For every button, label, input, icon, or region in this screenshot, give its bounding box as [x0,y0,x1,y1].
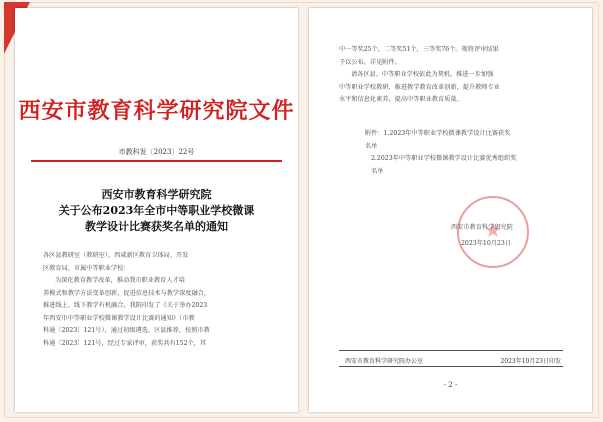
masthead-title: 西安市教育科学研究院文件 [18,98,295,124]
body-line: 推进线上、线下教学有机融合，我院印发了《关于举办2023 [43,302,208,309]
footer-rule-top [339,350,563,351]
body-line: 水平和信息化素养，提高中等职业教育质量。 [339,96,463,103]
document-page-1 [15,8,298,412]
document-number: 市教科发〔2023〕22号 [118,148,195,156]
attachment-line: 名单 [365,142,378,150]
body-line: 请各区县、中等职业学校依此为契机，推进一步加强 [351,71,494,78]
body-line: 年西安市中等职业学校微课教学设计比赛的通知》（市教 [43,314,195,322]
attachment-line: 名单 [371,167,384,175]
body-line: 中等职业学校教研，推进教学教育改革创新，提升教师专业 [339,83,500,91]
body-line: 为深化教育教学改革，推动我市职业教育人才培 [55,277,185,284]
footer-print-date: 2023年10月23日印发 [500,358,561,365]
notice-title-line-1: 西安市教育科学研究院 [101,188,212,201]
signature-org: 西安市教育科学研究院 [451,224,513,231]
footer-rule-bottom [339,366,563,367]
body-line: 科通〔2023〕121号），通过初级遴选、区县推荐，按照市教 [43,327,210,334]
notice-title-line-3: 教学设计比赛获奖名单的通知 [85,220,228,233]
body-line: 各区县教研室（教研室），西咸新区教育卫体局、开发 [43,252,189,259]
body-line: 予以公布，详见附件。 [339,58,401,66]
notice-body [43,250,271,350]
footer-issuer: 西安市教育科学研究院办公室 [345,358,424,365]
red-divider [31,160,282,162]
body-line: 中一等奖25个，二等奖51个，三等奖76个。现将评审结果 [339,46,499,53]
official-seal-icon: ★ [457,196,529,268]
body-line: 区教育局、市属中等职业学校： [43,264,130,272]
notice-body-continued [339,44,567,107]
notice-title-line-2: 关于公布2023年全市中等职业学校微课 [58,204,255,217]
document-page-2 [309,8,592,412]
body-line: 养模式和教学方法变革创新，促进信息技术与教学深度融合， [43,289,211,297]
attachment-line: 附件：1.2023年中等职业学校微课教学设计比赛获奖 [365,130,511,137]
signature-date: 2023年10月23日 [461,240,512,247]
body-line: 科通〔2023〕121号，经过专家评审，获奖共有152个，其 [43,339,207,347]
attachment-line: 2.2023年中等职业学校微课教学设计比赛优秀组织奖 [371,155,517,162]
attachments-list [365,128,565,178]
page-number: - 2 - [443,381,458,389]
footer [345,356,561,365]
